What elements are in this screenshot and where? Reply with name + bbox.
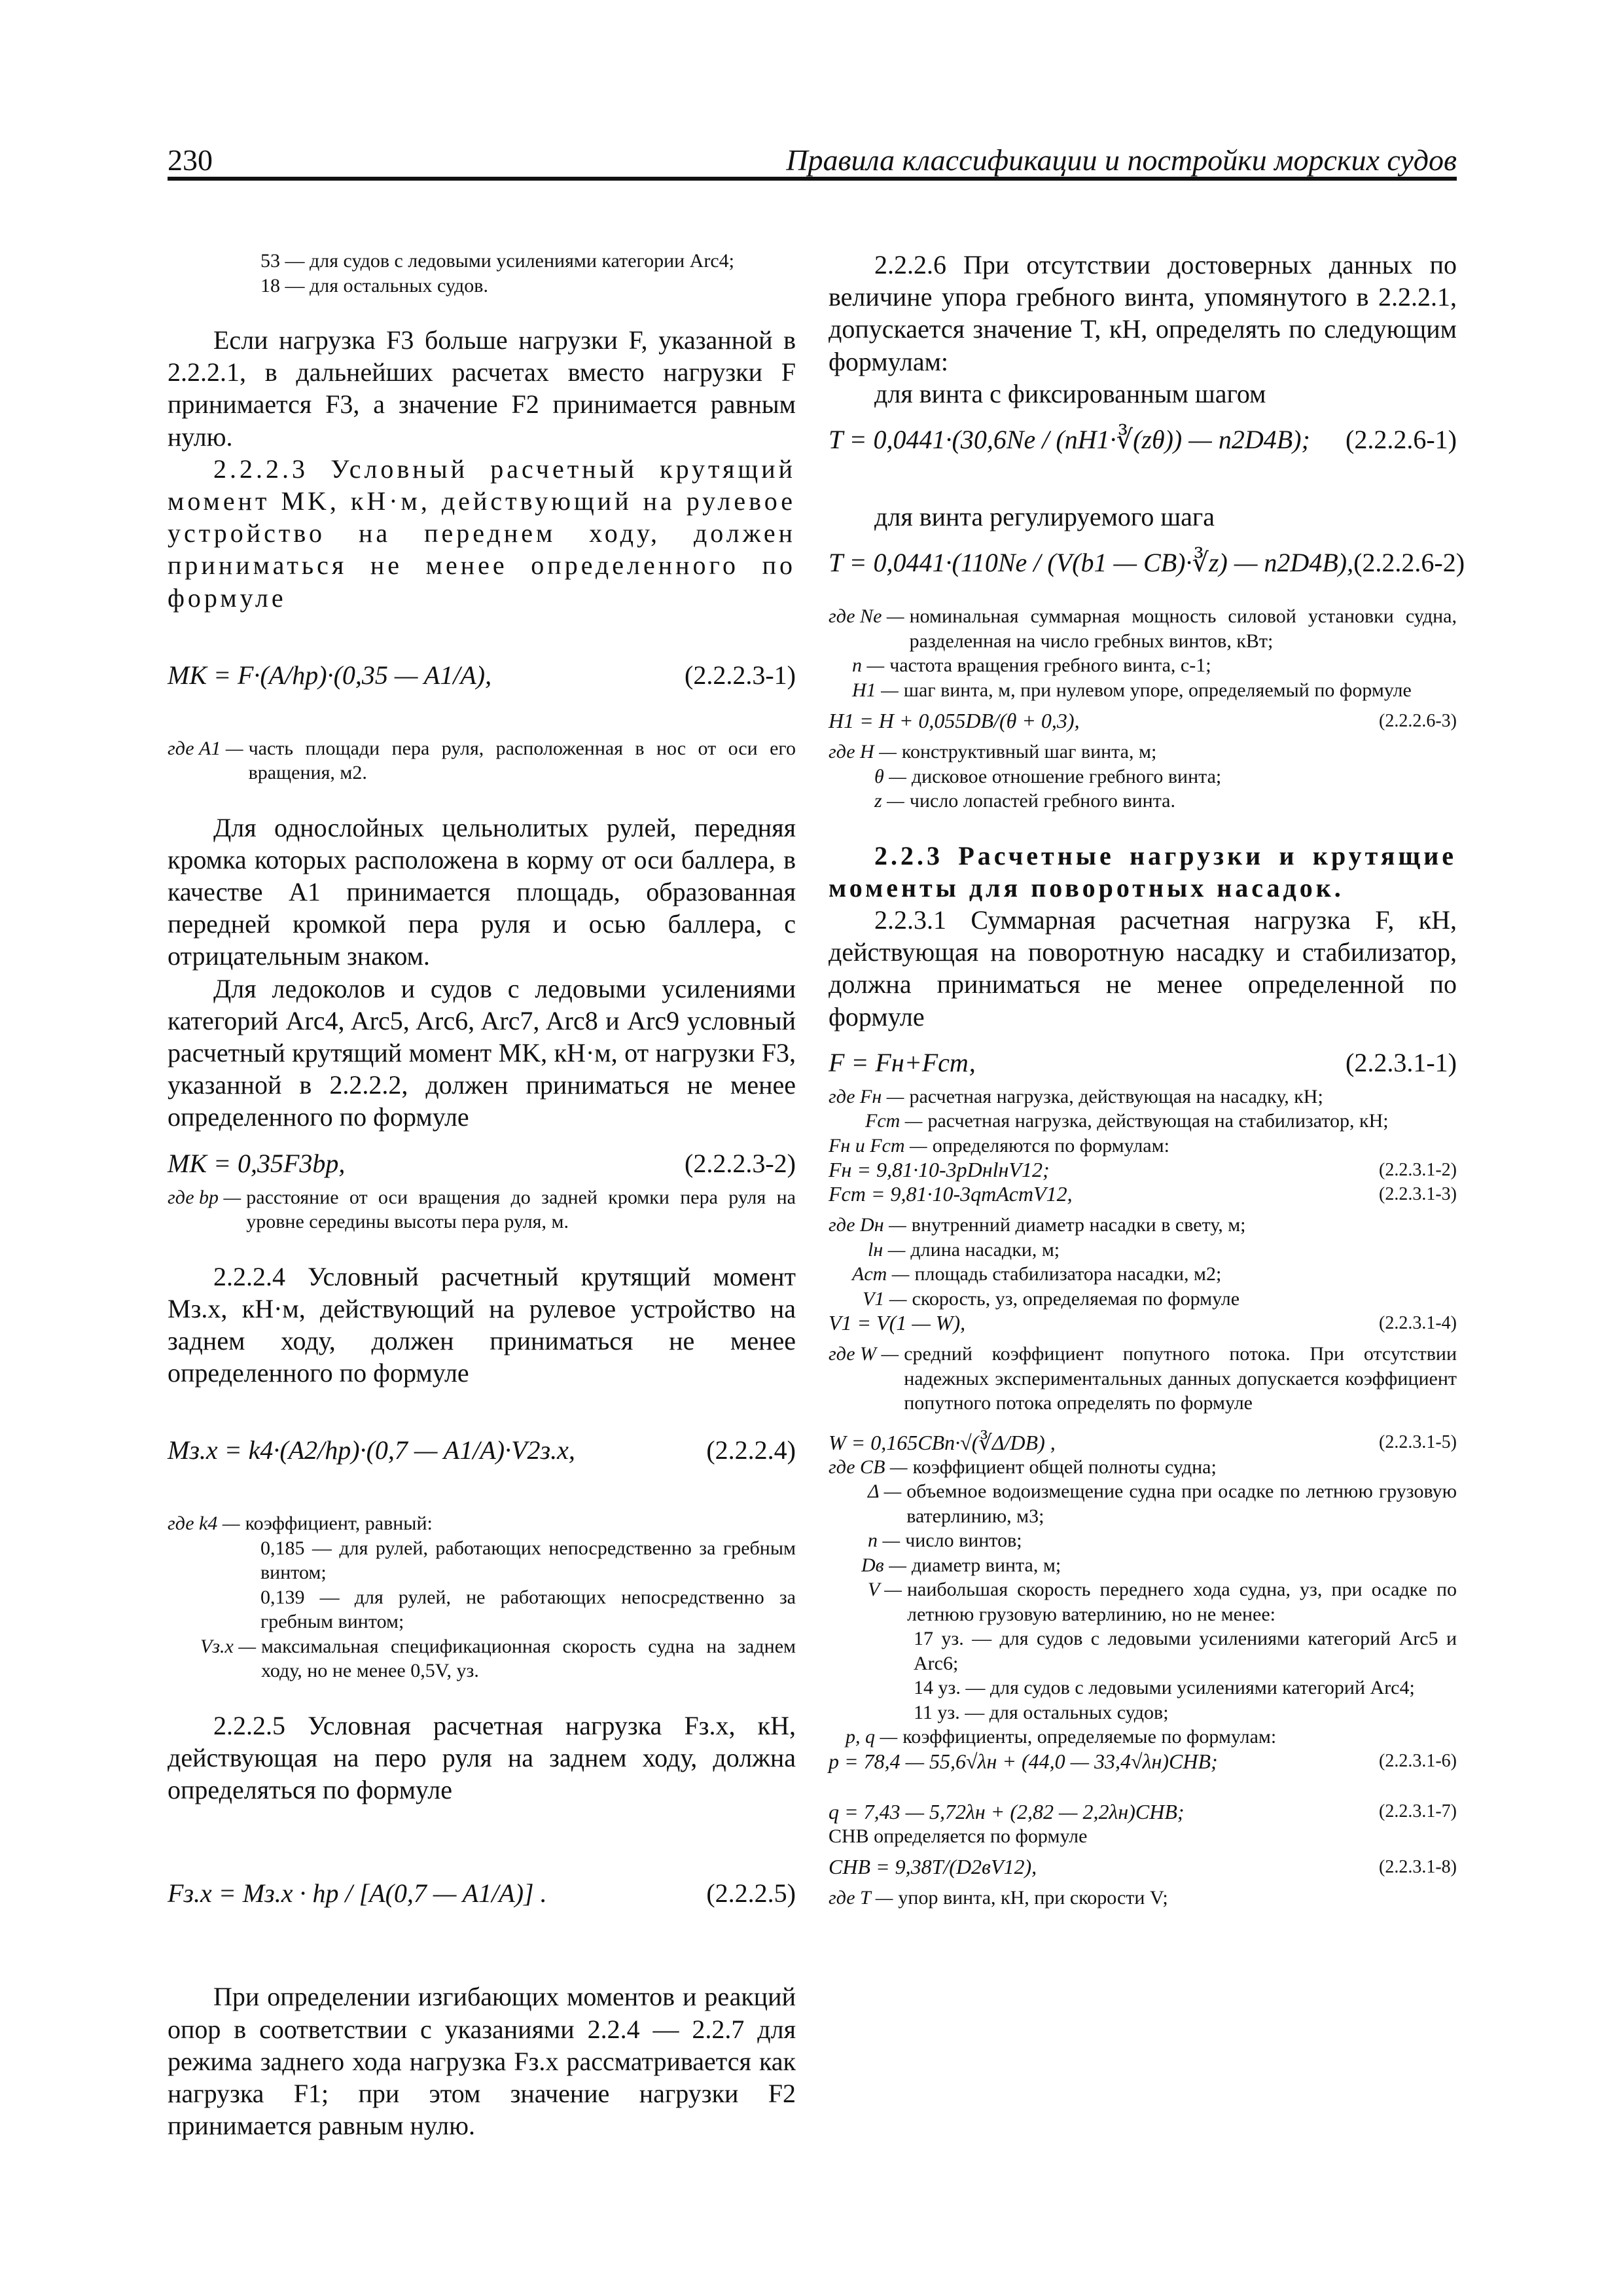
list-item: 11 уз. — для остальных судов;: [914, 1701, 1169, 1723]
formula-expression: q = 7,43 — 5,72λн + (2,82 — 2,2λн)CНВ;: [829, 1799, 1185, 1823]
formula-number: (2.2.3.1-2): [1379, 1159, 1457, 1180]
definition: где Fн — расчетная нагрузка, действующая на насадку, кН;: [829, 1085, 1323, 1107]
formula-expression: MK = 0,35F3bp,: [168, 1148, 346, 1178]
formula-number: (2.2.3.1-3): [1379, 1183, 1457, 1204]
formula-number: (2.2.2.6-3): [1379, 710, 1457, 731]
section-223-heading: 2.2.3 Расчетные нагрузки и крутящие моменты для поворотных насадок.: [829, 840, 1457, 903]
definition: где Dн — внутренний диаметр насадки в свету, м;: [829, 1214, 1246, 1236]
definition: где CB — коэффициент общей полноты судна;: [829, 1456, 1217, 1478]
list-item: 0,185 — для рулей, работающих непосредственно за гребным винтом;: [260, 1537, 796, 1584]
formula-expression: T = 0,0441·(110Ne / (V(b1 — CB)·∛z) — n2D4В),: [829, 548, 1354, 578]
formula-2223-2: [168, 1148, 796, 1179]
formula-number: (2.2.2.6-1): [1346, 424, 1457, 454]
subheading: для винта с фиксированным шагом: [874, 378, 1266, 408]
formula-number: (2.2.2.3-2): [685, 1148, 796, 1178]
formula-expression: T = 0,0441·(30,6Ne / (nH1·∛(zθ)) — n2D4В);: [829, 424, 1310, 454]
formula-expression: F = Fн+Fст,: [829, 1047, 976, 1077]
definition: где T — упор винта, кН, при скорости V;: [829, 1887, 1168, 1909]
formula-2231-6: [829, 1749, 1457, 1774]
running-title: Правила классификации и постройки морских судов: [786, 143, 1457, 177]
formula-expression: Fст = 9,81·10-3qmAстV12,: [829, 1182, 1073, 1206]
formula-2231-4: [829, 1311, 1457, 1335]
formula-2223-1: [168, 660, 796, 691]
formula-2224: [168, 1435, 796, 1465]
list-item: 0,139 — для рулей, не работающих непосредственно за гребным винтом;: [260, 1586, 796, 1633]
section-2226: 2.2.2.6 При отсутствии достоверных данных по величине упора гребного винта, упомянутого в 2.2.2.1, допускается значение T, кН, определять по следующим формулам:: [829, 250, 1457, 376]
definition: Fст — расчетная нагрузка, действующая на стабилизатор, кН;: [865, 1110, 1389, 1132]
formula-expression: MK = F·(A/hр)·(0,35 — A1/A),: [168, 660, 492, 690]
formula-expression: p = 78,4 — 55,6√λн + (44,0 — 33,4√λн)CНВ;: [829, 1749, 1218, 1773]
section-2223: 2.2.2.3 Условный расчетный крутящий момент MK, кН·м, действующий на рулевое устройство на переднем ходу, должен приниматься не менее определенного по формуле: [168, 454, 796, 613]
formula-number: (2.2.3.1-7): [1379, 1801, 1457, 1822]
right-column: [829, 249, 1465, 1910]
formula-number: (2.2.3.1-5): [1379, 1431, 1457, 1452]
paragraph: Для ледоколов и судов с ледовыми усилениями категорий Arc4, Arc5, Arc6, Arc7, Arc8 и Arc9 условный расчетный крутящий момент MK, кН·м, от нагрузки F3, указанной в 2.2.2.2, должен приниматься не менее определенного по формуле: [168, 973, 796, 1132]
paragraph: Для однослойных цельнолитых рулей, передняя кромка которых расположена в корму от оси баллера, в качестве A1 принимается площадь, образованная передней кромкой пера руля и осью баллера, с отрицательным знаком.: [168, 812, 796, 971]
formula-expression: Fз.х = Mз.х · hр / [A(0,7 — A1/A)] .: [168, 1878, 547, 1909]
formula-expression: Mз.х = k4·(A2/hр)·(0,7 — A1/A)·V2з.х,: [168, 1435, 575, 1465]
formula-expression: CНВ = 9,38T/(D2вV12),: [829, 1855, 1037, 1879]
formula-2231-5: [829, 1430, 1457, 1455]
formula-2226-1: [829, 424, 1457, 455]
page-number: 230: [168, 143, 213, 177]
list-item: 17 уз. — для судов с ледовыми усилениями категорий Arc5 и Arc6;: [914, 1628, 1457, 1674]
list-item: 53 — для судов с ледовыми усилениями категории Arc4;: [260, 250, 734, 272]
paragraph: Если нагрузка F3 больше нагрузки F, указанной в 2.2.2.1, в дальнейших расчетах вместо нагрузки F принимается F3, а значение F2 принимается равным нулю.: [168, 325, 796, 452]
formula-2225: [168, 1878, 796, 1909]
definition: Aст — площадь стабилизатора насадки, м2;: [852, 1263, 1222, 1285]
subheading: для винта регулируемого шага: [874, 501, 1215, 531]
formula-number: (2.2.2.5): [706, 1878, 796, 1909]
formula-2226-3: [829, 709, 1457, 733]
formula-number: (2.2.3.1-8): [1379, 1856, 1457, 1877]
formula-number: (2.2.3.1-4): [1379, 1312, 1457, 1333]
formula-number: (2.2.3.1-6): [1379, 1751, 1457, 1772]
definition: где bp — расстояние от оси вращения до задней кромки пера руля на уровне середины высоты пера руля, м.: [168, 1186, 796, 1233]
definition: Fн и Fст — определяются по формулам:: [829, 1134, 1169, 1157]
left-column: [168, 249, 796, 2142]
formula-2231-1: [829, 1047, 1457, 1078]
definition: p, q — коэффициенты, определяемые по формулам:: [846, 1726, 1277, 1748]
section-2225: 2.2.2.5 Условная расчетная нагрузка Fз.х, кН, действующая на перо руля на заднем ходу, должна определяться по формуле: [168, 1710, 796, 1805]
definition: V1 — скорость, уз, определяемая по формуле: [863, 1287, 1240, 1310]
definition: где H — конструктивный шаг винта, м;: [829, 741, 1157, 763]
formula-2231-8: [829, 1855, 1457, 1879]
formula-expression: W = 0,165CBn·√(∛Δ/DВ) ,: [829, 1430, 1056, 1454]
definition: V — наибольшая скорость переднего хода судна, уз, при осадке по летнюю грузовую ватерлинию, но не менее:: [868, 1579, 1457, 1625]
formula-number: (2.2.2.3-1): [685, 660, 796, 690]
section-2231: 2.2.3.1 Суммарная расчетная нагрузка F, кН, действующая на поворотную насадку и стабилизатор, должна приниматься не менее определенной по формуле: [829, 905, 1457, 1031]
definition: n — число винтов;: [868, 1530, 1022, 1552]
definition: где A1 — часть площади пера руля, расположенная в нос от оси его вращения, м2.: [168, 737, 796, 784]
definition: Δ — объемное водоизмещение судна при осадке по летнюю грузовую ватерлинию, м3;: [868, 1480, 1457, 1527]
definition: z — число лопастей гребного винта.: [874, 790, 1175, 812]
formula-expression: Fн = 9,81·10-3pDнlнV12;: [829, 1158, 1050, 1182]
definition: где k4 — коэффициент, равный:: [168, 1513, 433, 1535]
formula-2231-2: [829, 1158, 1457, 1182]
paragraph: При определении изгибающих моментов и реакций опор в соответствии с указаниями 2.2.4 — 2.2.7 для режима заднего хода нагрузка Fз.х рассматривается как нагрузка F1; при этом значение нагрузки F2 принимается равным нулю.: [168, 1982, 796, 2141]
formula-number: (2.2.3.1-1): [1346, 1047, 1457, 1077]
definition: θ — дисковое отношение гребного винта;: [874, 765, 1222, 787]
header-rule: [168, 177, 1457, 181]
definition: где Ne — номинальная суммарная мощность силовой установки судна, разделенная на число гребных винтов, кВт;: [829, 605, 1457, 652]
formula-2226-2: [829, 547, 1465, 578]
list-item: 18 — для остальных судов.: [260, 274, 488, 296]
definition: Vз.х — максимальная спецификационная скорость судна на заднем ходу, но не менее 0,5V, уз.: [200, 1635, 796, 1682]
formula-number: (2.2.2.6-2): [1353, 548, 1465, 578]
list-item: 14 уз. — для судов с ледовыми усилениями категорий Arc4;: [914, 1677, 1415, 1699]
paragraph: CНВ определяется по формуле: [829, 1825, 1088, 1847]
formula-number: (2.2.2.4): [706, 1435, 796, 1465]
page-header: [168, 143, 1457, 181]
formula-2231-7: [829, 1800, 1457, 1824]
section-2224: 2.2.2.4 Условный расчетный крутящий момент Mз.х, кН·м, действующий на рулевое устройство на заднем ходу, должен приниматься не менее определенного по формуле: [168, 1261, 796, 1388]
definition: где W — средний коэффициент попутного потока. При отсутствии надежных экспериментальных данных допускается коэффициент попутного потока определять по формуле: [829, 1343, 1457, 1414]
formula-expression: V1 = V(1 — W),: [829, 1311, 966, 1335]
definition: n — частота вращения гребного винта, с-1;: [852, 655, 1211, 677]
formula-2231-3: [829, 1182, 1457, 1206]
definition: lн — длина насадки, м;: [868, 1238, 1060, 1261]
definition: H1 — шаг винта, м, при нулевом упоре, определяемый по формуле: [852, 679, 1412, 701]
definition: Dв — диаметр винта, м;: [861, 1554, 1061, 1576]
formula-expression: H1 = H + 0,055DВ/(θ + 0,3),: [829, 709, 1080, 733]
